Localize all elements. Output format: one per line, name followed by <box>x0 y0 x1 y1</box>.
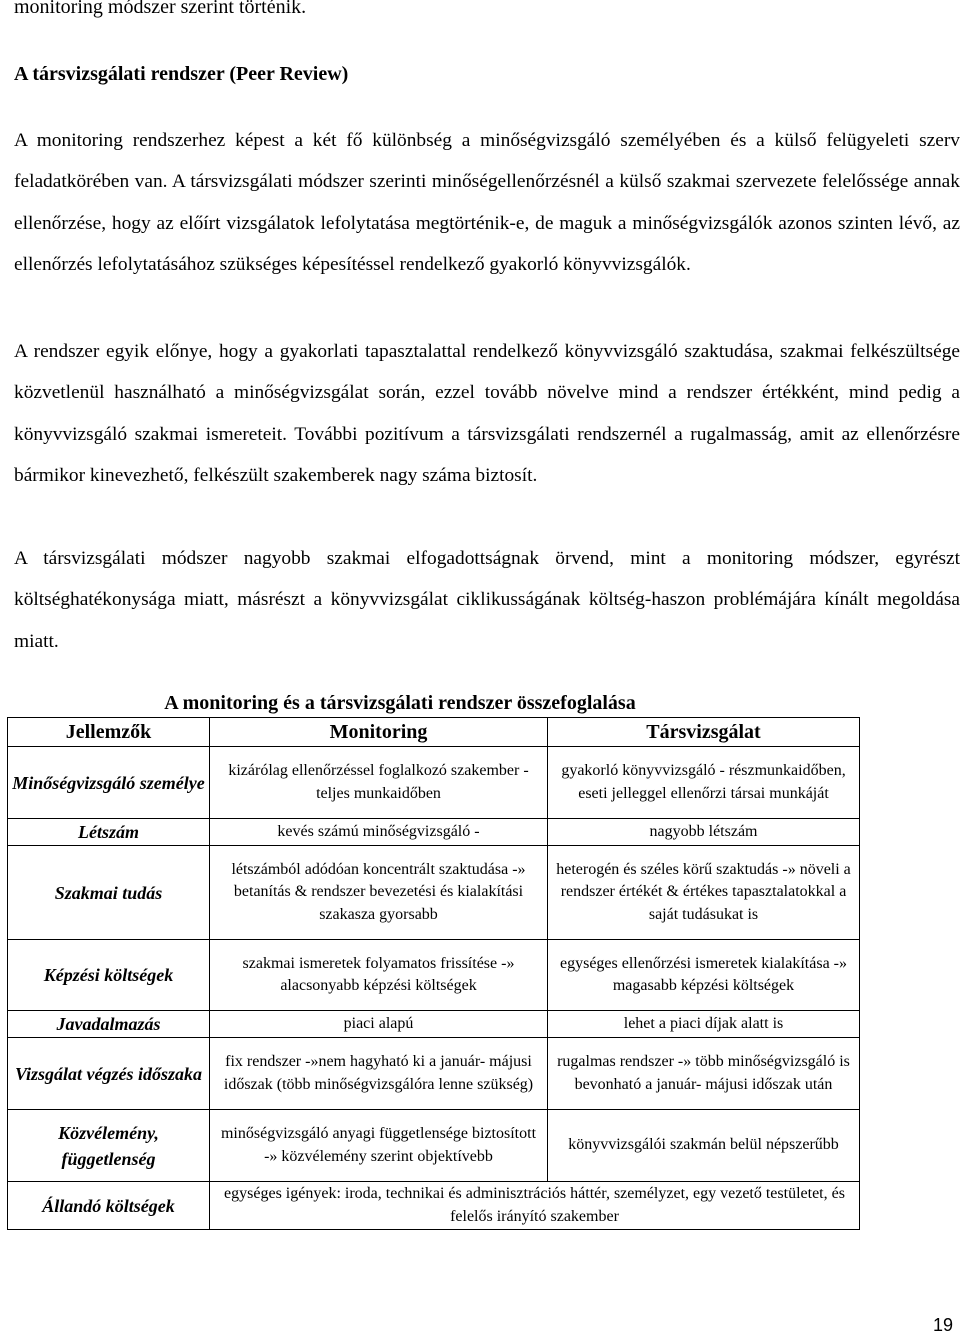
row-peer: heterogén és széles körű szaktudás -» növeli a rendszer értékét & értékes tapasztalatokkal a saját tudásukat is <box>548 846 860 940</box>
row-peer: könyvvizsgálói szakmán belül népszerűbb <box>548 1110 860 1182</box>
row-shared-value: egységes igények: iroda, technikai és adminisztrációs háttér, személyzet, egy vezető testületet, és felelős irányító szakember <box>210 1182 860 1230</box>
row-monitoring: szakmai ismeretek folyamatos frissítése -» alacsonyabb képzési költségek <box>210 940 548 1011</box>
table-row <box>8 1038 860 1110</box>
table-row <box>8 819 860 846</box>
table-row <box>8 1110 860 1182</box>
paragraph-2: A rendszer egyik előnye, hogy a gyakorlati tapasztalattal rendelkező könyvvizsgáló szaktudása, szakmai felkészültsége közvetlenül használható a minőségvizsgálat során, ezzel tovább növelve mind a rendszer értékként, mind pedig a könyvvizsgáló szakmai ismereteit. További pozitívum a társvizsgálati rendszernél a rugalmasság, amit az ellenőrzésre bármikor kinevezhető, felkészült szakemberek nagy száma biztosít. <box>14 341 960 486</box>
row-feature: Állandó költségek <box>8 1182 210 1230</box>
table-title: A monitoring és a társvizsgálati rendszer összefoglalása <box>164 692 636 714</box>
row-peer: egységes ellenőrzési ismeretek kialakítása -» magasabb képzési költségek <box>548 940 860 1011</box>
table-row <box>8 1182 860 1230</box>
row-monitoring: minőségvizsgáló anyagi függetlensége biztosított -» közvélemény szerint objektívebb <box>210 1110 548 1182</box>
row-feature: Javadalmazás <box>8 1011 210 1038</box>
row-peer: lehet a piaci díjak alatt is <box>548 1011 860 1038</box>
row-feature: Közvélemény, függetlenség <box>8 1110 210 1182</box>
row-peer: rugalmas rendszer -» több minőségvizsgáló is bevonható a január- májusi időszak után <box>548 1038 860 1110</box>
header-peer-review: Társvizsgálat <box>548 718 860 747</box>
row-feature: Létszám <box>8 819 210 846</box>
row-peer: gyakorló könyvvizsgáló - részmunkaidőben, eseti jelleggel ellenőrzi társai munkáját <box>548 747 860 819</box>
paragraph-3: A társvizsgálati módszer nagyobb szakmai elfogadottságnak örvend, mint a monitoring módszer, egyrészt költséghatékonysága miatt, másrészt a könyvvizsgálat ciklikusságának költség-haszon problémájára kínált megoldása miatt. <box>14 548 960 652</box>
row-feature: Minőségvizsgáló személye <box>8 747 210 819</box>
row-monitoring: piaci alapú <box>210 1011 548 1038</box>
row-peer: nagyobb létszám <box>548 819 860 846</box>
continued-text-line: monitoring módszer szerint történik. <box>14 0 307 18</box>
section-heading: A társvizsgálati rendszer (Peer Review) <box>14 63 349 85</box>
row-feature: Vizsgálat végzés időszaka <box>8 1038 210 1110</box>
row-monitoring: kizárólag ellenőrzéssel foglalkozó szakember - teljes munkaidőben <box>210 747 548 819</box>
table-row <box>8 1011 860 1038</box>
table-row <box>8 747 860 819</box>
row-monitoring: létszámból adódóan koncentrált szaktudása -» betanítás & rendszer bevezetési és kialakítási szakasza gyorsabb <box>210 846 548 940</box>
table-header-row <box>8 718 860 747</box>
table-row <box>8 940 860 1011</box>
row-feature: Szakmai tudás <box>8 846 210 940</box>
row-monitoring: fix rendszer -»nem hagyható ki a január- májusi időszak (több minőségvizsgálóra lenne szükség) <box>210 1038 548 1110</box>
header-features: Jellemzők <box>8 718 210 747</box>
table-row <box>8 846 860 940</box>
page-number: 19 <box>932 1315 953 1335</box>
header-monitoring: Monitoring <box>210 718 548 747</box>
row-monitoring: kevés számú minőségvizsgáló - <box>210 819 548 846</box>
paragraph-1: A monitoring rendszerhez képest a két fő különbség a minőségvizsgáló személyében és a külső felügyeleti szerv feladatkörében van. A társvizsgálati módszer szerinti minőségellenőrzésnél a külső szakmai szervezete felelőssége annak ellenőrzése, hogy az előírt vizsgálatok lefolytatása megtörténik-e, de maguk a minőségvizsgálók azonos szinten lévő, az ellenőrzés lefolytatásához szükséges képesítéssel rendelkező gyakorló könyvvizsgálók. <box>14 130 960 275</box>
row-feature: Képzési költségek <box>8 940 210 1011</box>
summary-table <box>7 717 860 1230</box>
